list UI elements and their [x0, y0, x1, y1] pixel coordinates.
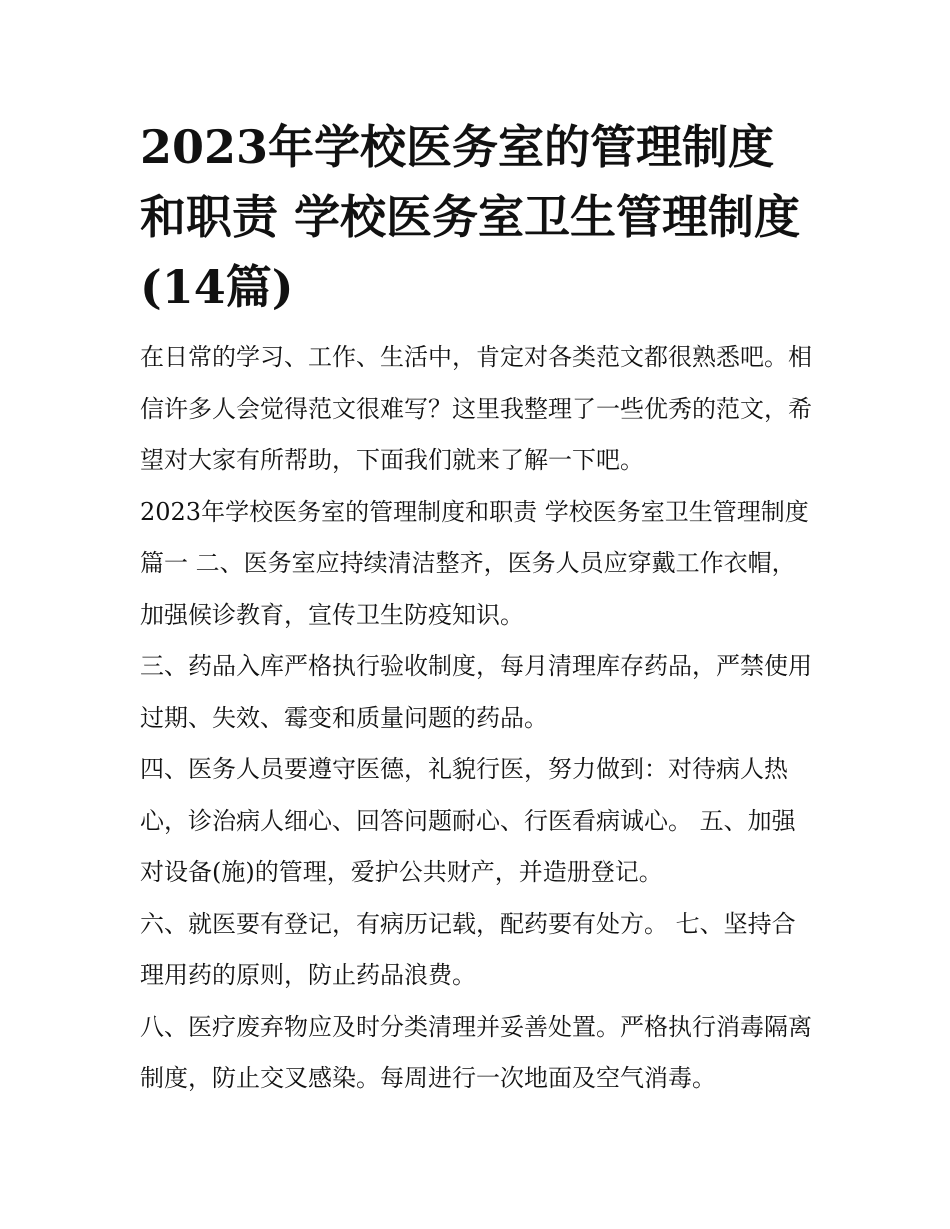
paragraph-section-6-7: 六、就医要有登记，有病历记载，配药要有处方。 七、坚持合理用药的原则，防止药品浪费。 [140, 909, 796, 989]
paragraph-section-8: 八、医疗废弃物应及时分类清理并妥善处置。严格执行消毒隔离制度，防止交叉感染。每周进行一次地面及空气消毒。 [140, 1012, 812, 1092]
document-title: 2023年学校医务室的管理制度和职责 学校医务室卫生管理制度(14篇) [140, 120, 801, 314]
document-body [140, 112, 812, 1105]
paragraph-intro: 在日常的学习、工作、生活中，肯定对各类范文都很熟悉吧。相信许多人会觉得范文很难写？这里我整理了一些优秀的范文，希望对大家有所帮助，下面我们就来了解一下吧。 [140, 343, 812, 474]
paragraph-section-4-5: 四、医务人员要遵守医德，礼貌行医，努力做到：对待病人热心，诊治病人细心、回答问题耐心、行医看病诚心。 五、加强对设备(施)的管理，爱护公共财产，并造册登记。 [140, 755, 796, 886]
paragraph-section-1: 2023年学校医务室的管理制度和职责 学校医务室卫生管理制度篇一 二、医务室应持续清洁整齐，医务人员应穿戴工作衣帽，加强候诊教育，宣传卫生防疫知识。 [140, 497, 809, 629]
paragraph-section-3: 三、药品入库严格执行验收制度，每月清理库存药品，严禁使用过期、失效、霉变和质量问题的药品。 [140, 652, 812, 732]
